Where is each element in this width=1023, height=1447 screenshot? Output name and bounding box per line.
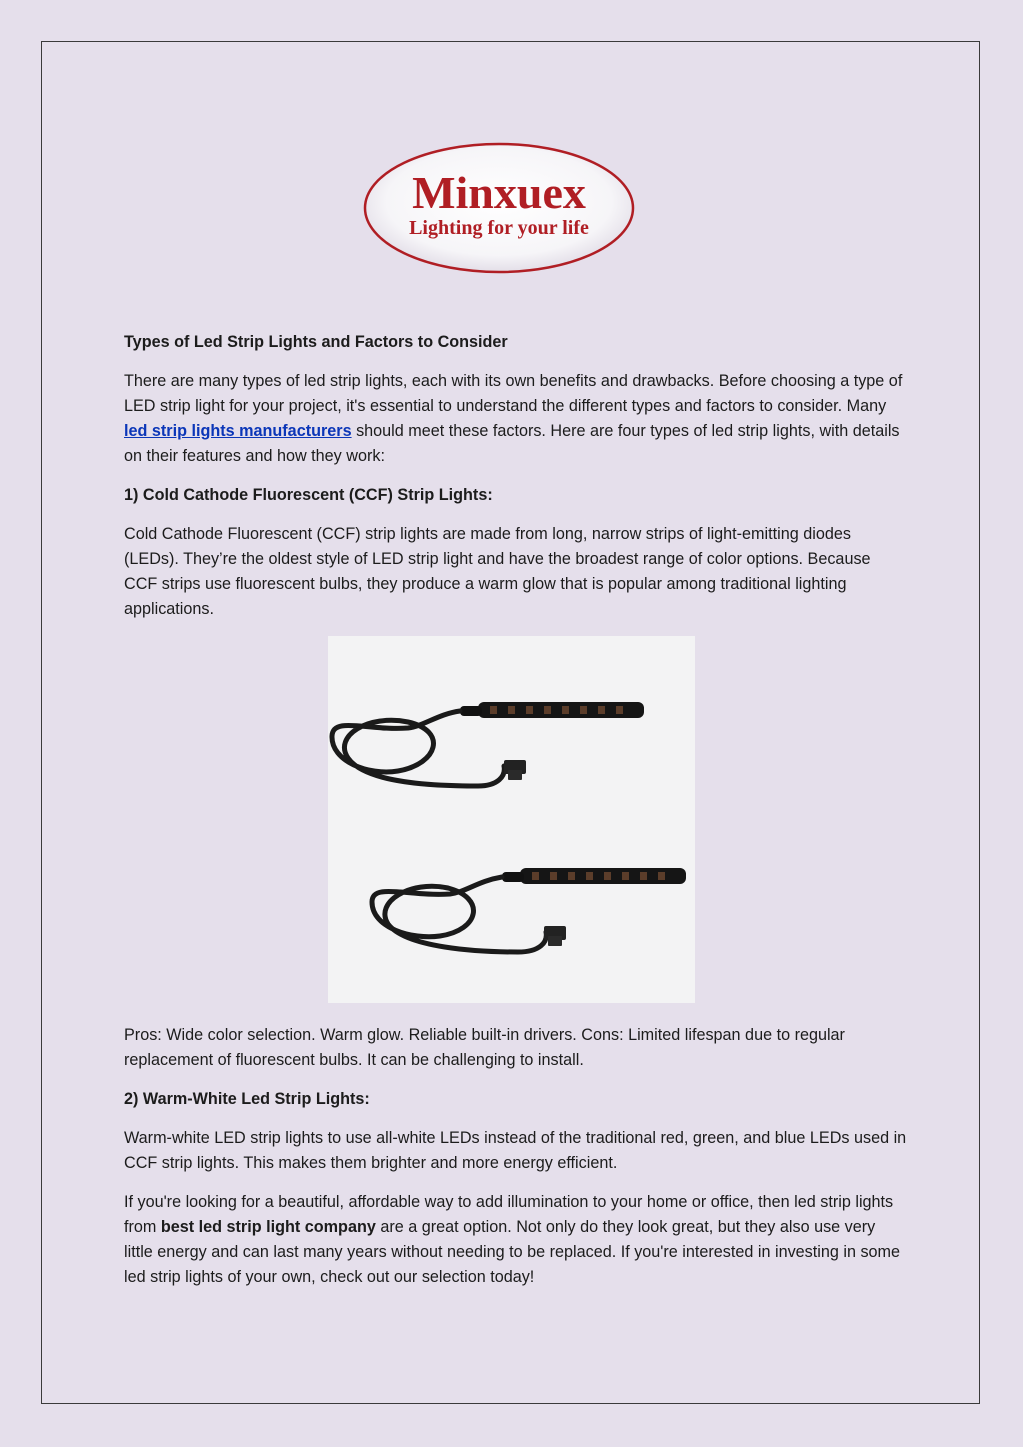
svg-text:Minxuex: Minxuex: [412, 167, 586, 218]
section2-body: Warm-white LED strip lights to use all-white LEDs instead of the traditional red, green, and blue LEDs used in CCF strip lights. This makes them brighter and more energy efficient.: [124, 1129, 907, 1172]
svg-text:Lighting for your life: Lighting for your life: [409, 217, 589, 239]
closing-text-before: If you're looking for a beautiful, affordable way to add illumination to your home or office, then led strip lights from: [124, 1193, 894, 1236]
intro-text-after: should meet these factors. Here are four types of led strip lights, with details on their features and how they work:: [124, 422, 900, 465]
section1-body: Cold Cathode Fluorescent (CCF) strip lights are made from long, narrow strips of light-emitting diodes (LEDs). They’re the oldest style of LED strip light and have the broadest range of color options. Because CCF strips use fluorescent bulbs, they produce a warm glow that is popular among traditional lighting applications.: [124, 525, 871, 618]
intro-text-before: There are many types of led strip lights, each with its own benefits and drawbacks. Before choosing a type of LED strip light for your project, it's essential to understand the different types and factors to consider. Many: [124, 372, 903, 415]
section1-pros-cons: Pros: Wide color selection. Warm glow. Reliable built-in drivers. Cons: Limited lifespan due to regular replacement of fluorescent bulbs. It can be challenging to install.: [124, 1026, 845, 1069]
article: [124, 330, 908, 1304]
closing-text-after: are a great option. Not only do they look great, but they also use very little energy and can last many years without needing to be replaced. If you're interested in investing in some led strip lights of your own, check out our selection today!: [124, 1218, 901, 1286]
section2-heading: 2) Warm-White Led Strip Lights:: [124, 1090, 370, 1108]
minxuex-logo: [358, 138, 640, 278]
intro-paragraph: [124, 369, 908, 469]
closing-paragraph: [124, 1190, 908, 1290]
company-name-bold: best led strip light company: [160, 1218, 376, 1236]
led-strip-product-image: [328, 636, 695, 1003]
article-title: Types of Led Strip Lights and Factors to Consider: [124, 333, 508, 351]
section1-heading: 1) Cold Cathode Fluorescent (CCF) Strip Lights:: [124, 486, 493, 504]
manufacturers-link[interactable]: led strip lights manufacturers: [124, 422, 352, 440]
